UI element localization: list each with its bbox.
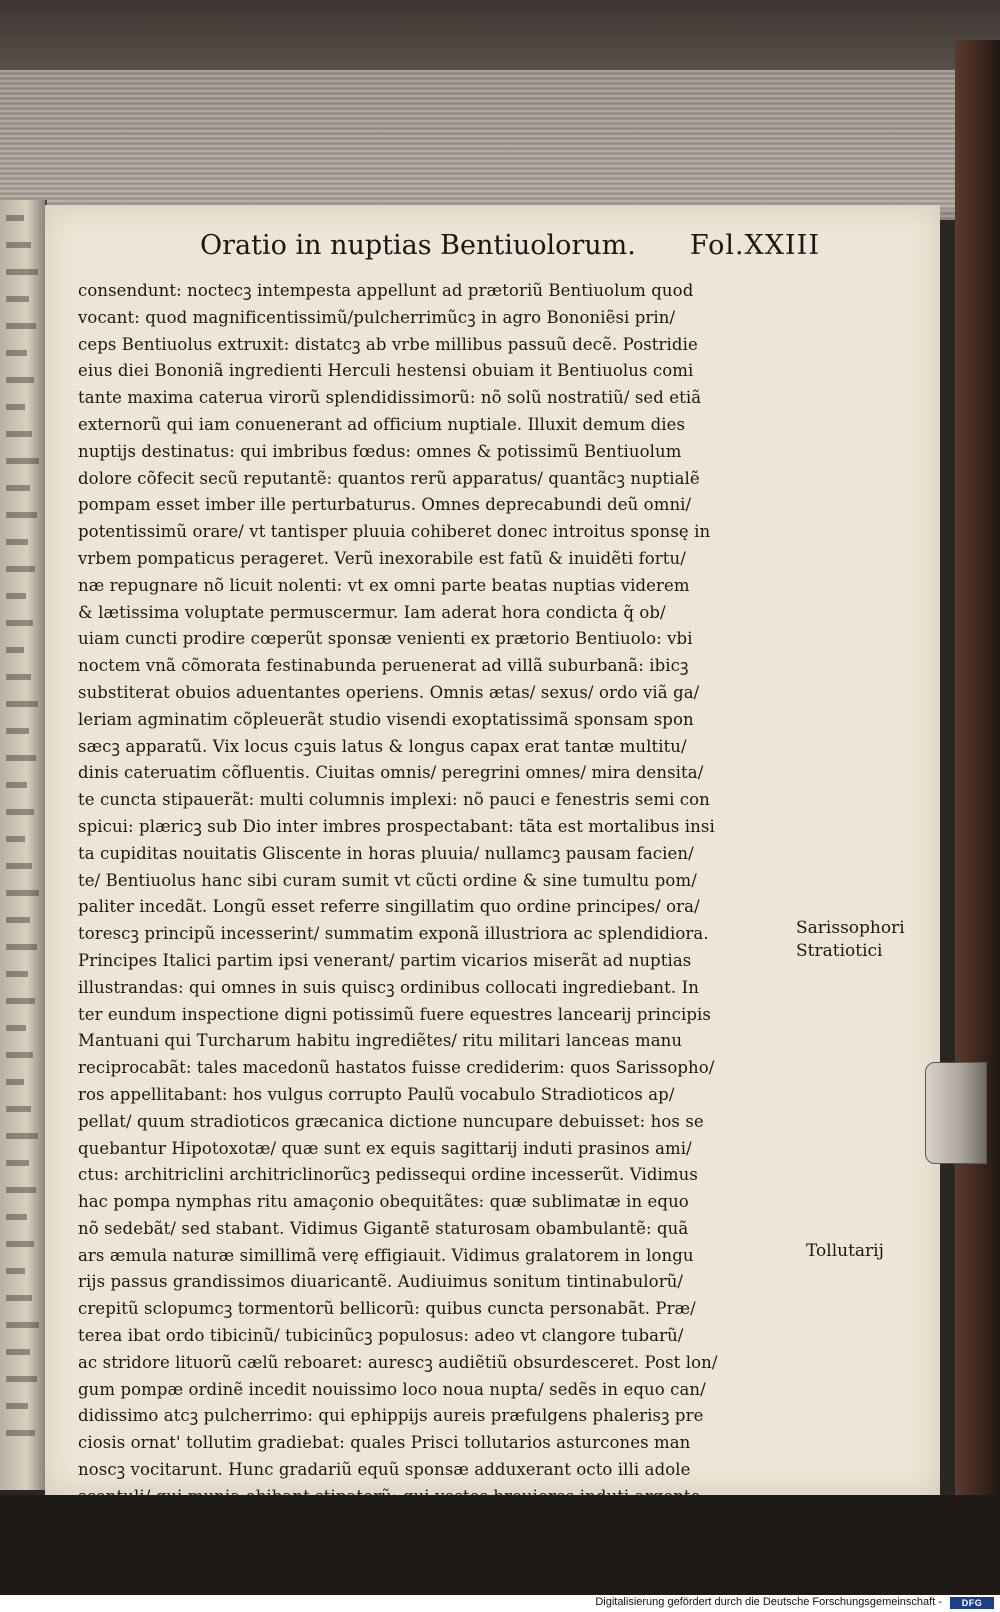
book-clasp	[925, 1062, 987, 1164]
text-line: substiterat obuios aduentantes operiens. Omnis ætas/ sexus/ ordo viã ga/	[78, 682, 700, 702]
facing-page-text-fragment	[6, 809, 34, 815]
facing-page-text-fragment	[6, 1133, 38, 1139]
text-line: ars æmula naturæ simillimã verę effigiauit. Vidimus gralatorem in longu	[78, 1245, 694, 1265]
text-line: pellat/ quum stradioticos græcanica dictione nuncupare debuisset: hos se	[78, 1111, 704, 1131]
text-line: dinis cateruatim cõfluentis. Ciuitas omnis/ peregrini omnes/ mira densita/	[78, 763, 704, 783]
facing-page-text-fragment	[6, 1079, 24, 1085]
text-line: sæcꝫ apparatũ. Vix locus cꝫuis latus & longus capax erat tantæ multitu/	[78, 736, 687, 756]
facing-page-text-fragment	[6, 512, 37, 518]
facing-page-text-fragment	[6, 755, 36, 761]
dfg-logo: DFG	[950, 1597, 994, 1609]
text-line: ctus: architriclini architriclinorũcꝫ pedissequi ordine incesserũt. Vidimus	[78, 1165, 698, 1185]
page-header	[200, 230, 820, 270]
text-line: ros appellitabant: hos vulgus corrupto Paulũ vocabulo Stradioticos ap/	[78, 1084, 675, 1104]
folio-number: Fol.XXIII	[689, 230, 820, 261]
facing-page-text-fragment	[6, 1106, 31, 1112]
facing-page-text-fragment	[6, 620, 33, 626]
running-head: Oratio in nuptias Bentiuolorum.	[200, 230, 636, 261]
text-line: hac pompa nymphas ritu amaçonio obequitãtes: quæ sublimatæ in equo	[78, 1192, 689, 1212]
text-line: reciprocabãt: tales macedonũ hastatos fuisse crediderim: quos Sarissopho/	[78, 1058, 715, 1078]
facing-page-text-fragment	[6, 1187, 36, 1193]
facing-page-text-fragment	[6, 1403, 28, 1409]
facing-page-text-fragment	[6, 377, 34, 383]
text-line: pompam esset imber ille perturbaturus. Omnes deprecabundi deũ omni/	[78, 495, 692, 515]
text-line: dolore cõfecit secũ reputantẽ: quantos rerũ apparatus/ quantãcꝫ nuptialẽ	[78, 468, 700, 488]
facing-page-text-fragment	[6, 296, 29, 302]
text-line: spicui: plæricꝫ sub Dio inter imbres prospectabant: tãta est mortalibus insi	[78, 816, 715, 836]
facing-page-text-fragment	[6, 242, 31, 248]
facing-page-text-fragment	[6, 674, 31, 680]
text-line: tante maxima caterua virorũ splendidissimorũ: nõ solũ nostratiũ/ sed etiã	[78, 388, 702, 408]
text-line: torescꝫ principũ incesserint/ summatim exponã illustriora ac splendidiora.	[78, 924, 709, 944]
text-line: leriam agminatim cõpleuerãt studio visendi exoptatissimã sponsam spon	[78, 709, 694, 729]
page-edges	[0, 70, 965, 220]
text-line: te/ Bentiuolus hanc sibi curam sumit vt cũcti ordine & sine tumultu pom/	[78, 870, 697, 890]
margin-note-stratiotici: Stratiotici	[796, 941, 883, 961]
text-line: ciosis ornat' tollutim gradiebat: quales Prisci tollutarios asturcones man	[78, 1433, 691, 1453]
facing-page-text-fragment	[6, 404, 25, 410]
text-line: noscꝫ vocitarunt. Hunc gradariũ equũ sponsæ adduxerant octo illi adole	[78, 1460, 691, 1480]
facing-page-text-fragment	[6, 350, 27, 356]
text-line: paliter incedãt. Longũ esset referre singillatim quo ordine principes/ ora/	[78, 897, 700, 917]
text-line: ta cupiditas nouitatis Gliscente in horas pluuia/ nullamcꝫ pausam facien/	[78, 843, 694, 863]
facing-page-text-fragment	[6, 1322, 39, 1328]
facing-page-text-fragment	[6, 1430, 35, 1436]
text-line: ceps Bentiuolus extruxit: distatcꝫ ab vrbe millibus passuũ decẽ. Postridie	[78, 334, 698, 354]
text-line: & lætissima voluptate permuscermur. Iam aderat hora condicta q̃ ob/	[78, 602, 666, 622]
facing-page-text-fragment	[6, 215, 24, 221]
facing-page-text-fragment	[6, 1295, 32, 1301]
facing-page-text-fragment	[6, 431, 32, 437]
footer-bar	[0, 1595, 1000, 1612]
facing-page-text-fragment	[6, 1349, 30, 1355]
text-line: ter eundum inspectione digni potissimũ fuere equestres lancearij principis	[78, 1004, 711, 1024]
text-line: vocant: quod magnificentissimũ/pulcherrimũcꝫ in agro Bononiẽsi prin/	[78, 307, 676, 327]
facing-page-text-fragment	[6, 1214, 27, 1220]
text-line: vrbem pompaticus perageret. Verũ inexorabile est fatũ & inuidẽti fortu/	[78, 548, 686, 568]
text-line: externorũ qui iam conuenerant ad officium nuptiale. Illuxit demum dies	[78, 414, 686, 434]
facing-page-text-fragment	[6, 701, 38, 707]
text-line: quebantur Hipotoxotæ/ quæ sunt ex equis sagittarij induti prasinos ami/	[78, 1138, 692, 1158]
facing-page-text-fragment	[6, 728, 29, 734]
text-line: Principes Italici partim ipsi venerant/ partim vicarios miserãt ad nuptias	[78, 950, 692, 970]
text-line: nõ sedebãt/ sed stabant. Vidimus Gigantẽ staturosam obambulantẽ: quã	[78, 1218, 689, 1238]
text-line: didissimo atcꝫ pulcherrimo: qui ephippijs aureis præfulgens phalerisꝫ pre	[78, 1406, 704, 1426]
text-line: Mantuani qui Turcharum habitu ingrediẽtes/ ritu militari lanceas manu	[78, 1031, 683, 1051]
facing-page-text-fragment	[6, 647, 24, 653]
text-line: illustrandas: qui omnes in suis quiscꝫ ordinibus collocati ingrediebant. In	[78, 977, 699, 997]
text-line: te cuncta stipauerãt: multi columnis implexi: nõ pauci e fenestris semi con	[78, 790, 710, 810]
text-line: gum pompæ ordinẽ incedit nouissimo loco noua nupta/ sedẽs in equo can/	[78, 1379, 706, 1399]
text-line: noctem vnã cõmorata festinabunda peruenerat ad villã suburbanã: ibicꝫ	[78, 656, 689, 676]
footer-credit: Digitalisierung gefördert durch die Deutsche Forschungsgemeinschaft -	[595, 1596, 942, 1608]
facing-page-text-fragment	[6, 863, 32, 869]
text-line: næ repugnare nõ licuit nolenti: vt ex omni parte beatas nuptias viderem	[78, 575, 690, 595]
facing-page-text-fragment	[6, 1160, 29, 1166]
margin-note-sarissophori: Sarissophori	[796, 918, 905, 938]
facing-page-text-fragment	[6, 998, 35, 1004]
facing-page-text-fragment	[6, 1052, 33, 1058]
body-text	[78, 278, 798, 1537]
text-line: consendunt: noctecꝫ intempesta appellunt ad prætoriũ Bentiuolum quod	[78, 281, 694, 300]
text-line: crepitũ sclopumcꝫ tormentorũ bellicorũ: quibus cuncta personabãt. Præ/	[78, 1299, 696, 1319]
text-line: nuptijs destinatus: qui imbribus fœdus: omnes & potissimũ Bentiuolum	[78, 441, 682, 461]
facing-page-text-fragment	[6, 566, 35, 572]
facing-page-text-fragment	[6, 944, 37, 950]
facing-page-text-fragment	[6, 1241, 34, 1247]
book-cover-edge	[955, 40, 1000, 1612]
facing-page-text-fragment	[6, 458, 39, 464]
facing-page-text-fragment	[6, 971, 28, 977]
facing-page-text-fragment	[6, 782, 27, 788]
facing-page-text-fragment	[6, 485, 30, 491]
facing-page-text-fragment	[6, 1376, 37, 1382]
facing-page-text-fragment	[6, 269, 38, 275]
facing-page-text-fragment	[6, 1268, 25, 1274]
facing-page-text-fragment	[6, 593, 26, 599]
text-line: uiam cuncti prodire cœperũt sponsæ venienti ex prætorio Bentiuolo: vbi	[78, 629, 693, 649]
facing-page-text-fragment	[6, 836, 25, 842]
facing-page-text-fragment	[6, 917, 30, 923]
text-line: ac stridore lituorũ cælũ reboaret: aurescꝫ audiẽtiũ obsurdesceret. Post lon/	[78, 1352, 718, 1372]
facing-page-edge	[0, 200, 47, 1490]
book-bottom-edge	[0, 1495, 1000, 1595]
facing-page-text-fragment	[6, 1025, 26, 1031]
facing-page-text-fragment	[6, 890, 39, 896]
text-line: terea ibat ordo tibicinũ/ tubicinũcꝫ populosus: adeo vt clangore tubarũ/	[78, 1326, 684, 1346]
facing-page-text-fragment	[6, 323, 36, 329]
text-line: potentissimũ orare/ vt tantisper pluuia cohiberet donec introitus sponsę in	[78, 522, 711, 542]
text-line: eius diei Bononiã ingredienti Herculi hestensi obuiam it Bentiuolus comi	[78, 361, 694, 381]
text-line: rijs passus grandissimos diuaricantẽ. Audiuimus sonitum tintinabulorũ/	[78, 1272, 684, 1292]
margin-note-tollutarij: Tollutarij	[806, 1241, 884, 1261]
facing-page-text-fragment	[6, 539, 28, 545]
